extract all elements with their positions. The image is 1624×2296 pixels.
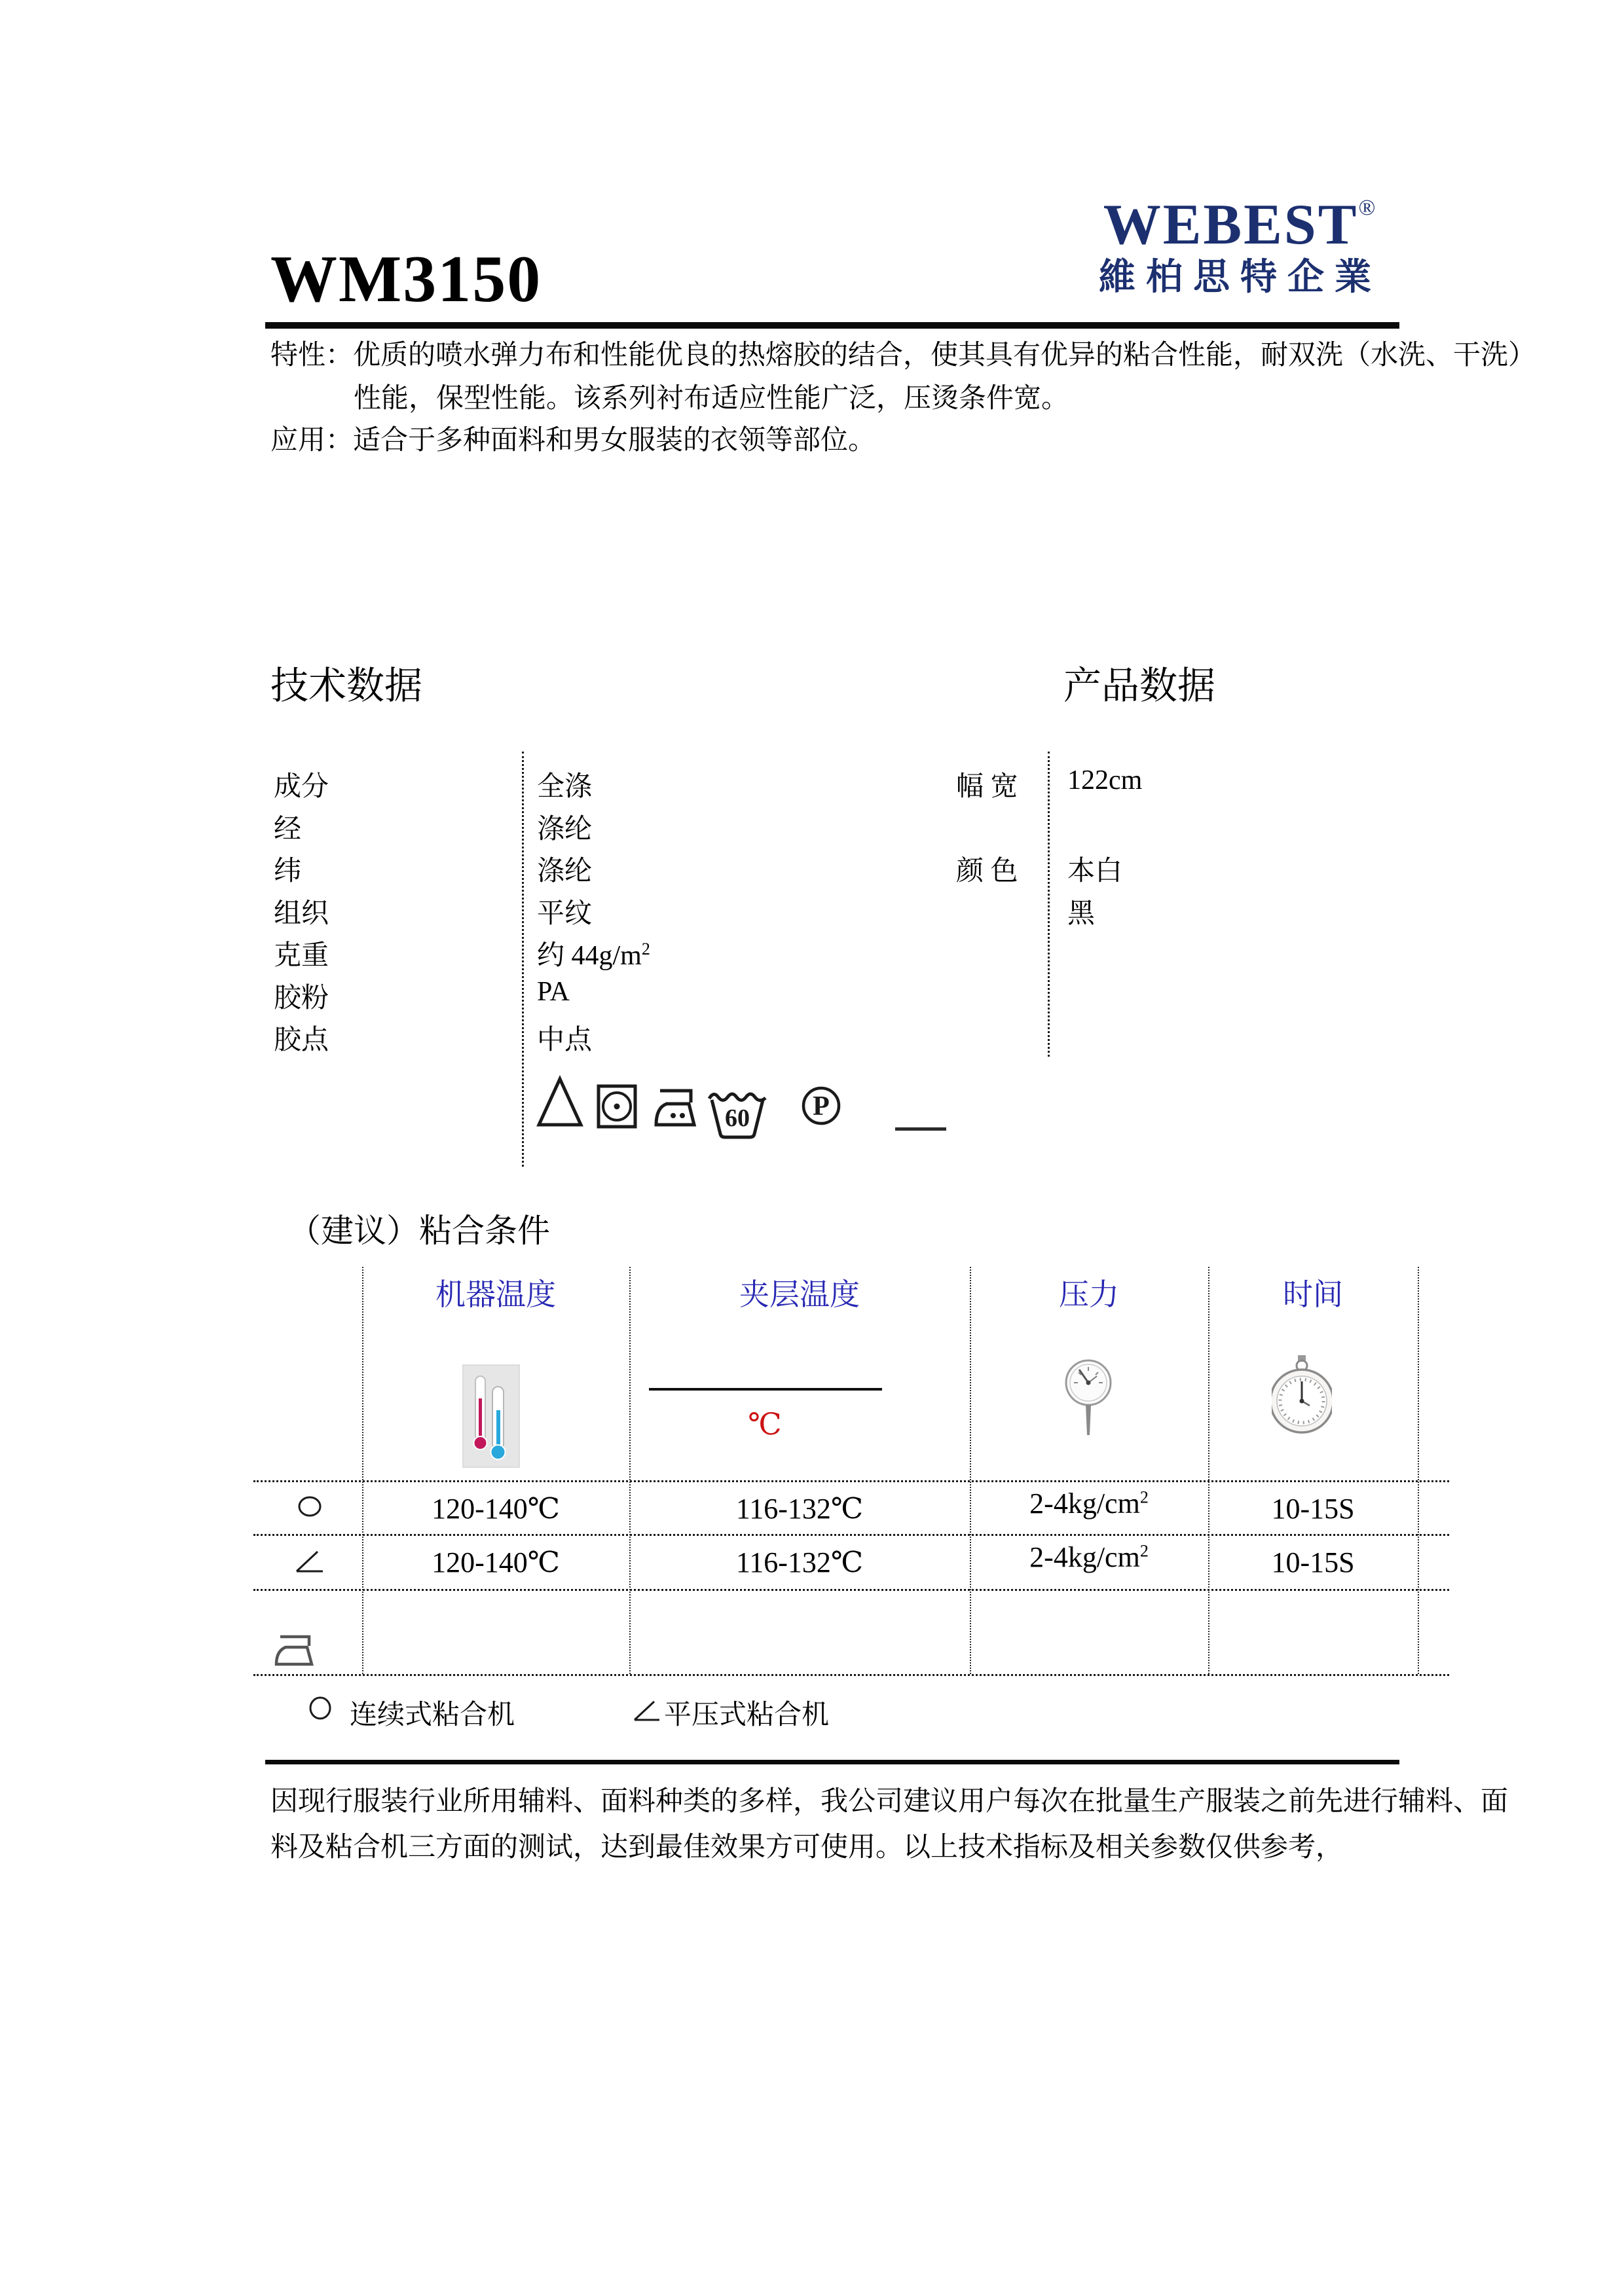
- dry-clean-p-icon: [801, 1079, 843, 1133]
- wash-60-icon: [706, 1085, 769, 1142]
- tech-row-value: 约 $44g/m^2$: [537, 939, 650, 971]
- page-title: WM3150: [270, 242, 542, 316]
- pressure-value: $2-4kg/cm^2$: [1029, 1541, 1149, 1573]
- bonding-row-border: [253, 1534, 1449, 1536]
- product-color-value-1: 本白: [1067, 856, 1123, 886]
- tech-table-divider: [522, 752, 524, 1167]
- product-color-label: 颜 色: [956, 856, 1018, 886]
- sandwich-temp-unit: ℃: [748, 1408, 782, 1441]
- bonding-col-border: [362, 1267, 363, 1674]
- bonding-col-border: [629, 1267, 631, 1674]
- legend-flatpress-label: 平压式粘合机: [664, 1700, 830, 1730]
- tech-row-label: 成分: [274, 772, 329, 802]
- bonding-title: （建议）粘合条件: [288, 1212, 550, 1249]
- machine-temp-value: 120-140℃: [432, 1493, 560, 1525]
- time-value: 10-15S: [1271, 1546, 1355, 1578]
- circle-symbol: [297, 1495, 323, 1518]
- pressure-gauge-icon: [1063, 1350, 1113, 1442]
- iron-symbol: [272, 1633, 316, 1669]
- bonding-col-border: [970, 1267, 971, 1674]
- bonding-row-border: [253, 1480, 1449, 1482]
- tech-row-value: PA: [537, 977, 570, 1007]
- machine-temp-value: 120-140℃: [432, 1546, 560, 1578]
- tech-row-value: 平纹: [537, 899, 593, 929]
- tech-row-value: 涤纶: [537, 856, 593, 886]
- wash-temperature: 60: [725, 1104, 750, 1132]
- bonding-col-header: 压力: [1059, 1278, 1119, 1311]
- logo-company-name: 維柏思特企業: [1099, 257, 1382, 298]
- footer-divider: [265, 1760, 1399, 1764]
- bonding-col-header: 夹层温度: [739, 1278, 860, 1311]
- registered-trademark-icon: ®: [1358, 196, 1378, 220]
- sandwich-temp-value: 116-132℃: [735, 1546, 864, 1578]
- angle-symbol: [294, 1548, 325, 1575]
- application-label: 应用：: [270, 426, 354, 456]
- pressure-value: $2-4kg/cm^2$: [1029, 1487, 1149, 1520]
- tech-data-heading: 技术数据: [270, 665, 423, 707]
- tech-row-label: 经: [274, 814, 302, 845]
- sandwich-temp-line: [649, 1388, 882, 1391]
- tumble-dry-icon: [596, 1083, 638, 1130]
- features-label: 特性：: [270, 340, 354, 371]
- tech-row-value: 中点: [537, 1025, 593, 1055]
- sandwich-temp-value: 116-132℃: [735, 1493, 864, 1525]
- bonding-col-header: 机器温度: [435, 1278, 556, 1311]
- header-divider: [265, 322, 1399, 329]
- product-width-label: 幅 宽: [956, 772, 1018, 802]
- stopwatch-icon: [1272, 1354, 1332, 1435]
- product-color-value-2: 黑: [1067, 899, 1096, 929]
- features-line1: 特性：优质的喷水弹力布和性能优良的热熔胶的结合，使其具有优异的粘合性能，耐双洗（水洗、干洗）: [270, 340, 1536, 371]
- tech-row-value: 涤纶: [537, 814, 593, 845]
- tech-row-label: 胶点: [274, 1025, 329, 1055]
- tech-row-label: 组织: [274, 899, 329, 929]
- tech-row-label: 胶粉: [274, 983, 329, 1013]
- bonding-col-border: [1208, 1267, 1209, 1674]
- bonding-row-border: [253, 1674, 1449, 1676]
- dry-clean-letter: P: [813, 1091, 830, 1121]
- product-table-divider: [1048, 752, 1050, 1057]
- tech-row-label: 克重: [274, 941, 329, 971]
- legend-angle-symbol: [633, 1698, 661, 1723]
- iron-two-dots-icon: [651, 1084, 698, 1133]
- bonding-row-border: [253, 1589, 1449, 1591]
- legend-continuous-label: 连续式粘合机: [350, 1700, 515, 1730]
- tech-row-label: 纬: [274, 856, 302, 886]
- product-data-heading: 产品数据: [1063, 665, 1216, 707]
- application-line: 应用：适合于多种面料和男女服装的衣领等部位。: [270, 426, 876, 456]
- time-value: 10-15S: [1271, 1493, 1355, 1525]
- tech-row-value: 全涤: [537, 772, 593, 802]
- bleach-triangle-icon: [536, 1074, 583, 1129]
- bonding-col-border: [1418, 1267, 1419, 1674]
- legend-circle-symbol: [308, 1696, 333, 1721]
- logo-brand-text: WEBEST: [1103, 193, 1359, 257]
- features-line2: 性能，保型性能。该系列衬布适应性能广泛，压烫条件宽。: [354, 384, 1069, 414]
- company-logo: [1096, 193, 1384, 298]
- logo-wordmark: [1096, 193, 1384, 257]
- thermometer-icon: [462, 1364, 520, 1468]
- line-dry-dash-icon: [895, 1127, 946, 1131]
- bonding-col-header: 时间: [1283, 1278, 1343, 1311]
- footer-line2: 料及粘合机三方面的测试，达到最佳效果方可使用。以上技术指标及相关参数仅供参考，: [270, 1832, 1344, 1863]
- product-width-value: 122cm: [1067, 765, 1143, 795]
- footer-line1: 因现行服装行业所用辅料、面料种类的多样，我公司建议用户每次在批量生产服装之前先进行辅料、面: [270, 1787, 1509, 1817]
